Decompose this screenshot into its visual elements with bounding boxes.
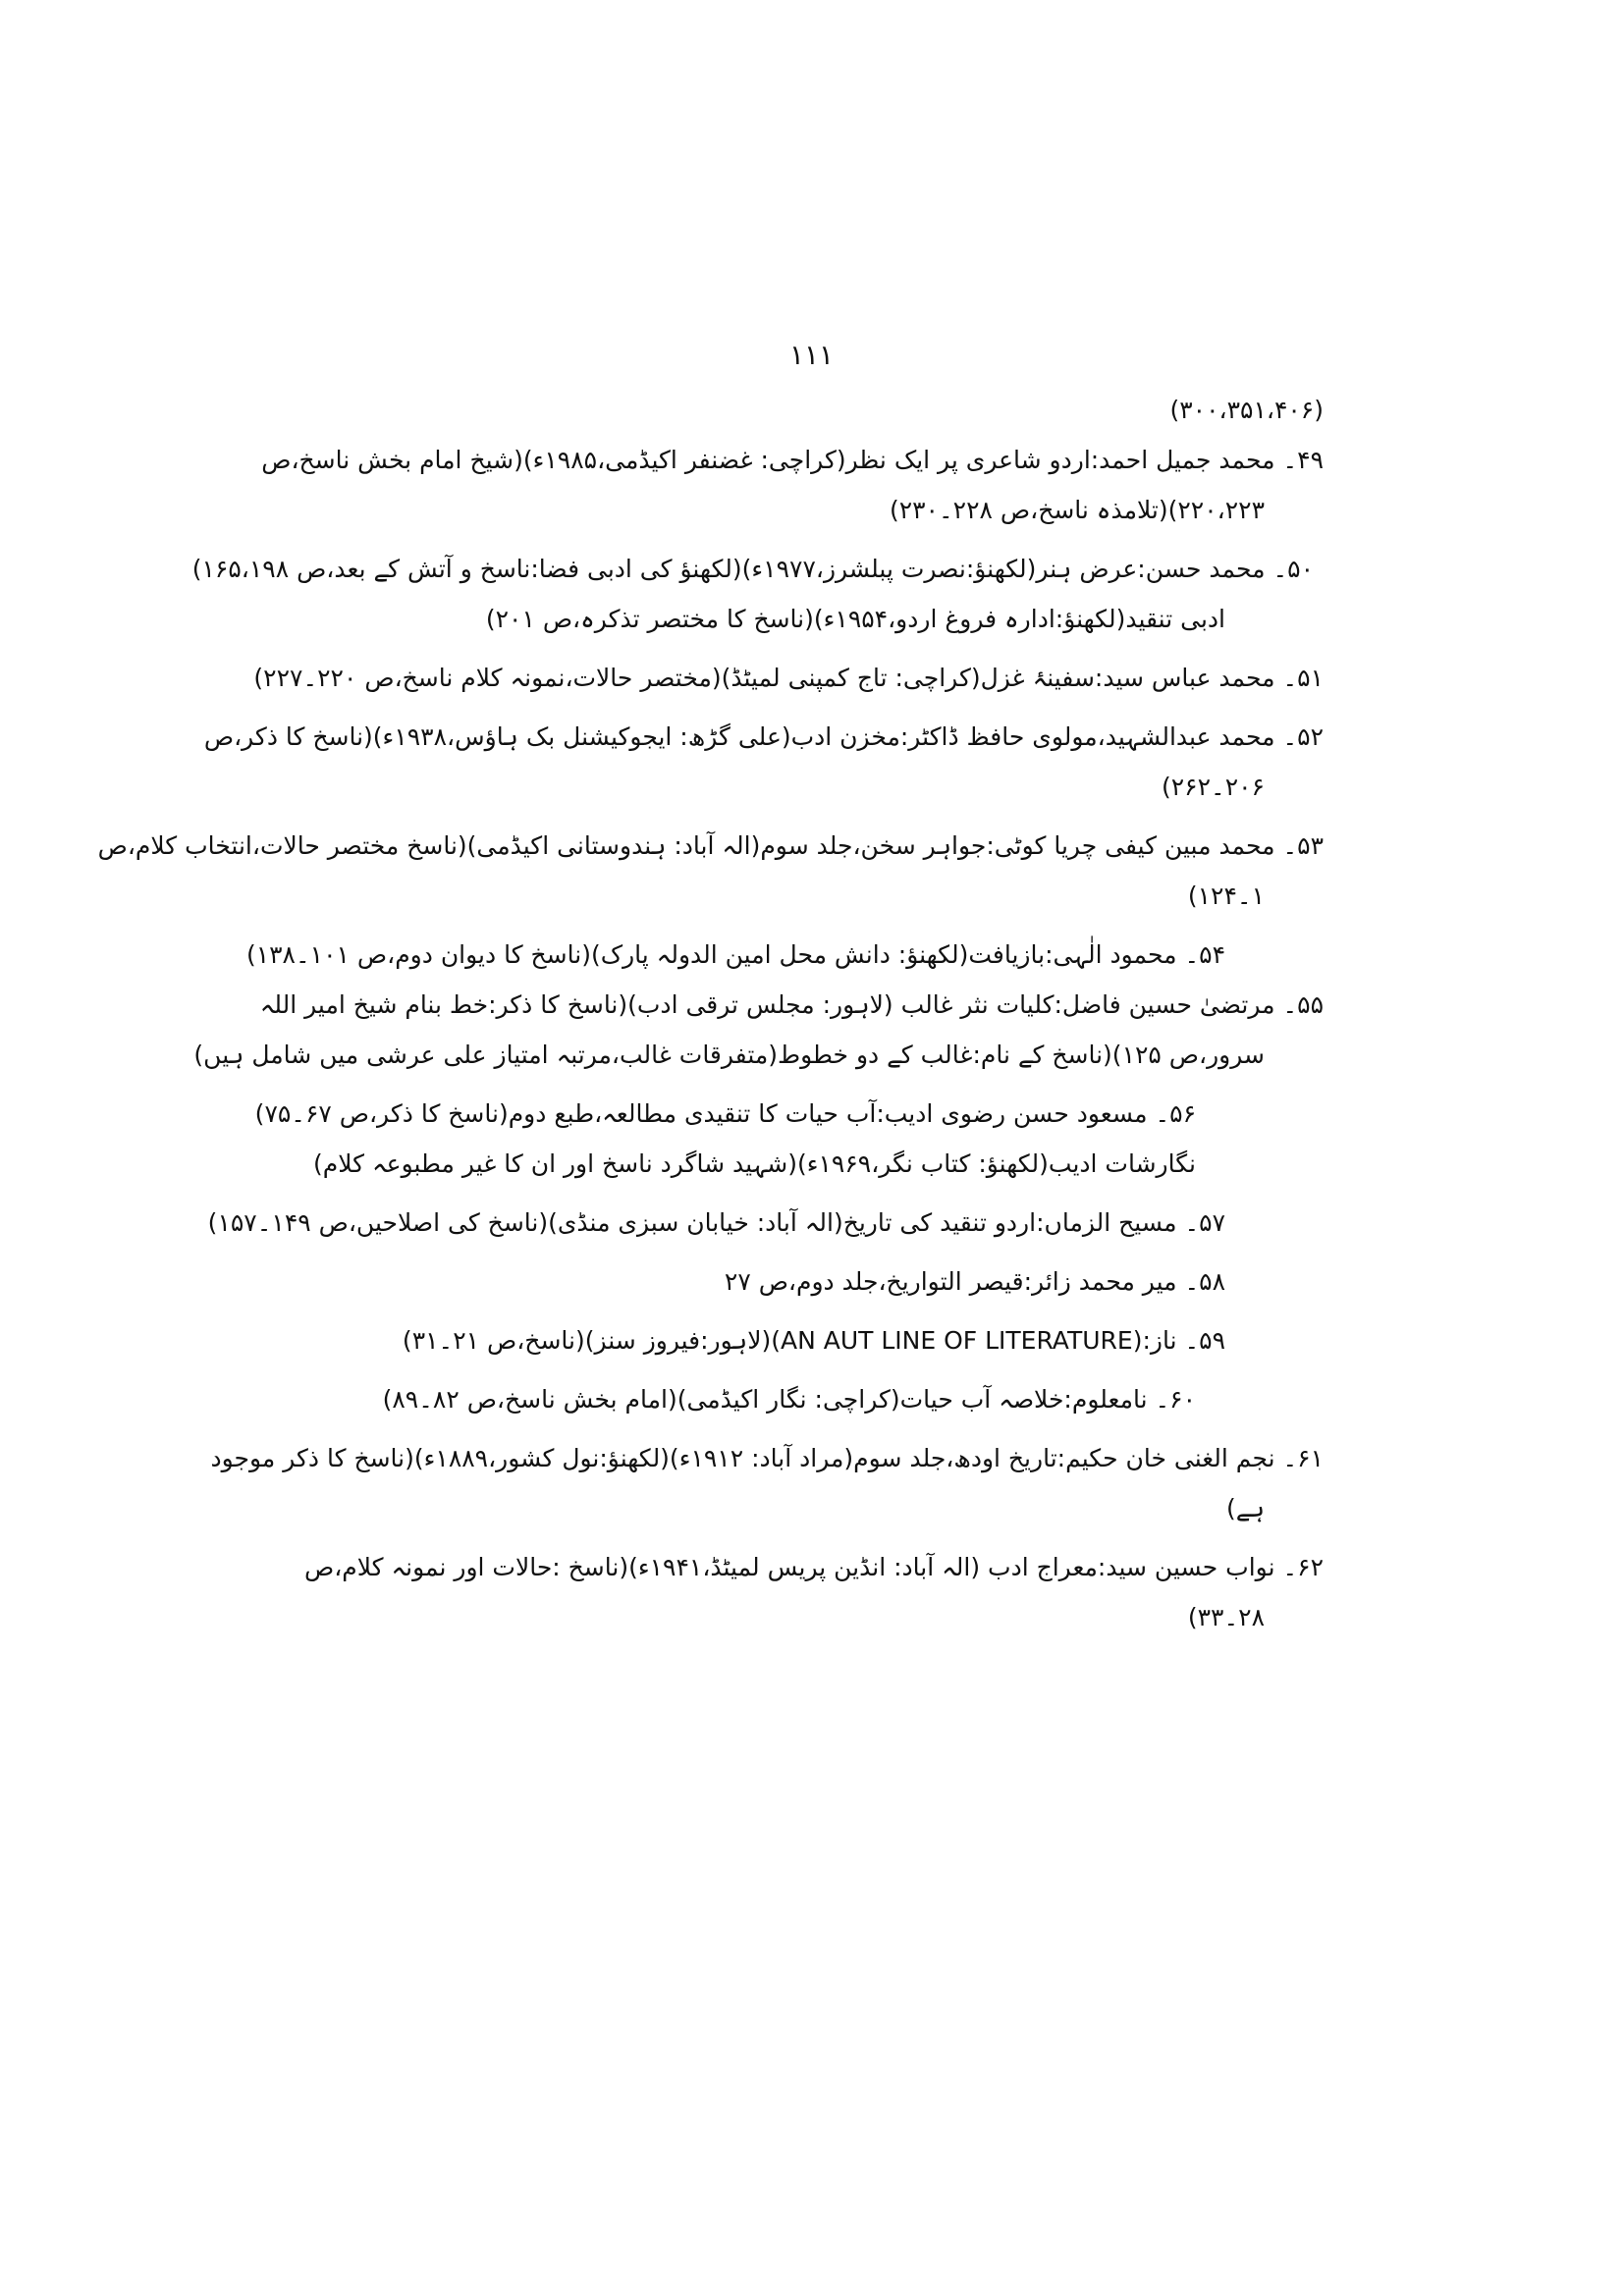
list-item bbox=[253, 653, 1324, 703]
entry-line: ۶۰۔ نامعلوم:خلاصہ آب حیات(کراچی: نگار اکیڈمی)(امام بخش ناسخ،ص ۸۲۔۸۹) bbox=[382, 1385, 1196, 1414]
entry-line: ۵۶۔ مسعود حسن رضوی ادیب:آب حیات کا تنقیدی مطالعہ،طبع دوم(ناسخ کا ذکر،ص ۶۷۔۷۵) bbox=[254, 1099, 1196, 1128]
entry-line: ۶۲۔ نواب حسین سید:معراج ادب (الہ آباد: انڈین پریس لمیٹڈ،۱۹۴۱ء)(ناسخ :حالات اور نمونہ کلام،ص bbox=[303, 1553, 1324, 1581]
list-item bbox=[312, 1374, 1324, 1424]
entry-line: ۵۵۔ مرتضیٰ حسین فاضل:کلیات نثر غالب (لاہور: مجلس ترقی ادب)(ناسخ کا ذکر:خط بنام شیخ امیر اللہ bbox=[259, 990, 1324, 1019]
entry-line: نگارشات ادیب(لکھنؤ: کتاب نگر،۱۹۶۹ء)(شہید شاگرد ناسخ اور ان کا غیر مطبوعہ کلام) bbox=[313, 1149, 1196, 1178]
entry-line: ۵۴۔ محمود الٰہی:بازیافت(لکھنؤ: دانش محل امین الدولہ پارک)(ناسخ کا دیوان دوم،ص ۱۰۱۔۱۳۸) bbox=[245, 940, 1225, 969]
entry-line: ۲۲۰،۲۲۳)(تلامذہ ناسخ،ص ۲۲۸۔۲۳۰) bbox=[889, 496, 1265, 524]
list-item bbox=[303, 1542, 1324, 1642]
entry-line: ۶۱۔ نجم الغنی خان حکیم:تاریخ اودھ،جلد سوم(مراد آباد: ۱۹۱۲ء)(لکھنؤ:نول کشور،۱۸۸۹ء)(ناسخ کا ذکر موجود bbox=[210, 1444, 1324, 1472]
page-number: ۱۱۱ bbox=[788, 339, 835, 371]
entry-line: (۳۰۰،۳۵۱،۴۰۶) bbox=[1169, 396, 1324, 424]
list-item bbox=[245, 930, 1324, 980]
entry-line: ۵۹۔ ناز:(AN AUT LINE OF LITERATURE)(لاہور:فیروز سنز)(ناسخ،ص ۲۱۔۳۱) bbox=[402, 1326, 1225, 1355]
entry-line: ۴۹۔ محمد جمیل احمد:اردو شاعری پر ایک نظر(کراچی: غضنفر اکیڈمی،۱۹۸۵ء)(شیخ امام بخش ناسخ،ص bbox=[261, 446, 1324, 474]
entry-line: ۲۰۶۔۲۶۲) bbox=[1161, 773, 1265, 801]
bibliography-list bbox=[97, 385, 1324, 1642]
entry-line: ۲۸۔۳۳) bbox=[1187, 1603, 1265, 1631]
list-item bbox=[191, 544, 1324, 644]
list-item bbox=[261, 435, 1324, 535]
entry-line: ۵۲۔ محمد عبدالشہید،مولوی حافظ ڈاکٹر:مخزن ادب(علی گڑھ: ایجوکیشنل بک ہاؤس،۱۹۳۸ء)(ناسخ کا ذکر،ص bbox=[203, 722, 1324, 751]
list-item bbox=[312, 1315, 1324, 1365]
list-item bbox=[312, 385, 1324, 435]
list-item bbox=[97, 821, 1324, 921]
entry-line: ۱۔۱۲۴) bbox=[1187, 881, 1265, 910]
list-item bbox=[210, 1433, 1324, 1533]
entry-line: ۵۰۔ محمد حسن:عرض ہنر(لکھنؤ:نصرت پبلشرز،۱۹۷۷ء)(لکھنؤ کی ادبی فضا:ناسخ و آتش کے بعد،ص ۱۶۵،۱۹۸) bbox=[191, 555, 1314, 583]
list-item bbox=[254, 1089, 1324, 1189]
entry-line: ۵۷۔ مسیح الزماں:اردو تنقید کی تاریخ(الہ آباد: خیابان سبزی منڈی)(ناسخ کی اصلاحیں،ص ۱۴۹۔۱۵۷) bbox=[207, 1208, 1225, 1237]
entry-line: ادبی تنقید(لکھنؤ:ادارہ فروغ اردو،۱۹۵۴ء)(ناسخ کا مختصر تذکرہ،ص ۲۰۱) bbox=[485, 605, 1225, 633]
entry-line: ۵۱۔ محمد عباس سید:سفینۂ غزل(کراچی: تاج کمپنی لمیٹڈ)(مختصر حالات،نمونہ کلام ناسخ،ص ۲۲۰۔۲۲۷) bbox=[253, 664, 1324, 692]
list-item bbox=[207, 1198, 1324, 1248]
list-item bbox=[203, 712, 1324, 812]
entry-line: سرور،ص ۱۲۵)(ناسخ کے نام:غالب کے دو خطوط(متفرقات غالب،مرتبہ امتیاز علی عرشی میں شامل ہیں) bbox=[193, 1041, 1265, 1069]
list-item bbox=[312, 1256, 1324, 1307]
entry-line: ہے) bbox=[1225, 1494, 1265, 1522]
entry-line: ۵۸۔ میر محمد زائر:قیصر التواریخ،جلد دوم،ص ۲۷ bbox=[724, 1267, 1225, 1296]
list-item bbox=[193, 980, 1324, 1080]
entry-line: ۵۳۔ محمد مبین کیفی چریا کوٹی:جواہر سخن،جلد سوم(الہ آباد: ہندوستانی اکیڈمی)(ناسخ مختصر حالات،انتخاب کلام،ص bbox=[97, 831, 1324, 860]
